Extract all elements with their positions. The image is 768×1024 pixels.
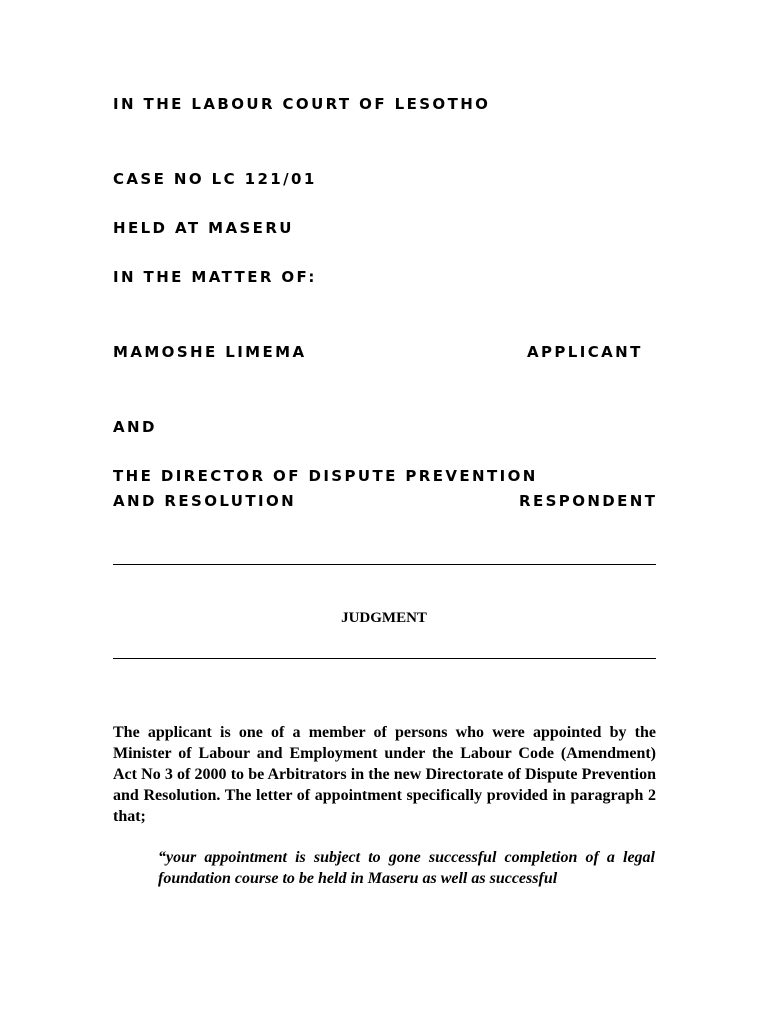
applicant-role: APPLICANT: [527, 343, 643, 361]
conjunction-and: AND: [113, 418, 157, 436]
applicant-name: MAMOSHE LIMEMA: [113, 343, 307, 361]
respondent-role: RESPONDENT: [519, 492, 658, 510]
respondent-name-line2: AND RESOLUTION: [113, 492, 297, 510]
held-at: HELD AT MASERU: [113, 219, 294, 237]
court-heading: IN THE LABOUR COURT OF LESOTHO: [113, 95, 491, 113]
in-the-matter-of: IN THE MATTER OF:: [113, 268, 317, 286]
respondent-name-line1: THE DIRECTOR OF DISPUTE PREVENTION: [113, 467, 538, 485]
judgment-title: JUDGMENT: [341, 610, 427, 626]
body-paragraph: The applicant is one of a member of persons who were appointed by the Minister of Labour and Employment under the Labour Code (Amendment) Act No 3 of 2000 to be Arbitrators in the new Directorate of Dispute Prevention and Resolution. The letter of appointment specifically provided in paragraph 2 that;: [113, 724, 656, 825]
top-divider: [113, 564, 656, 565]
bottom-divider: [113, 658, 656, 659]
case-number: CASE NO LC 121/01: [113, 170, 317, 188]
quoted-passage: “your appointment is subject to gone successful completion of a legal foundation course to be held in Maseru as well as successful: [158, 849, 655, 887]
